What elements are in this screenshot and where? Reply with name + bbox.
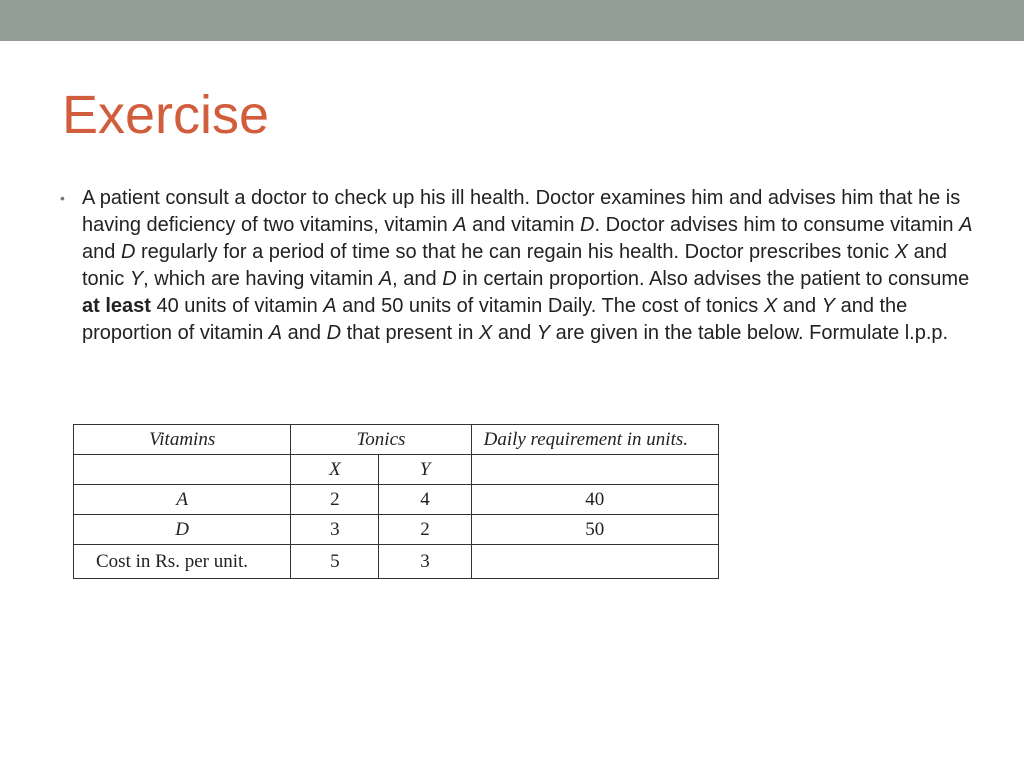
cell-requirement: 50 [471, 515, 718, 545]
problem-text: and [492, 322, 537, 344]
cell-y: 4 [379, 485, 471, 515]
bullet-item [60, 185, 980, 347]
problem-text: A patient consult a doctor to check up his ill health. Doctor examines him and advises him that he is having deficiency of two vitamins, vitamin [82, 187, 961, 236]
table-cell-empty [471, 455, 718, 485]
header-vitamins: Vitamins [74, 425, 291, 455]
cell-y: 3 [379, 545, 471, 579]
table-row [74, 545, 719, 579]
subheader-y: Y [379, 455, 471, 485]
cell-x: 5 [291, 545, 379, 579]
problem-text: and tonic [82, 241, 947, 290]
tonic-var: Y [821, 295, 836, 317]
problem-text: , and [392, 268, 443, 290]
problem-text: are given in the table below. Formulate l.p.p. [550, 322, 949, 344]
problem-text: that present in [341, 322, 479, 344]
subheader-x: X [291, 455, 379, 485]
row-label: D [74, 515, 291, 545]
row-label: Cost in Rs. per unit. [74, 545, 291, 579]
problem-text: and vitamin [466, 214, 581, 236]
vitamin-var: D [326, 322, 342, 344]
problem-text: and 50 units of vitamin Daily. The cost of tonics [336, 295, 764, 317]
problem-text: . Doctor advises him to consume vitamin [594, 214, 960, 236]
table-subheader-row [74, 455, 719, 485]
cell-y: 2 [379, 515, 471, 545]
bullet-list [60, 185, 980, 347]
table-row [74, 515, 719, 545]
table-header-row [74, 425, 719, 455]
cell-requirement [471, 545, 718, 579]
vitamin-var: D [120, 241, 136, 263]
vitamin-var: D [442, 268, 457, 290]
problem-text: in certain proportion. Also advises the patient to consume [456, 268, 970, 290]
header-tonics: Tonics [291, 425, 471, 455]
table-cell-empty [74, 455, 291, 485]
tonic-var: X [894, 241, 909, 263]
bullet-dot-icon: • [60, 190, 65, 206]
problem-text: and [282, 322, 327, 344]
slide-title: Exercise [62, 85, 270, 145]
problem-text: and the proportion of vitamin [82, 295, 908, 344]
problem-text: and [82, 241, 121, 263]
emphasis-text: at least [82, 295, 151, 317]
tonic-var: X [763, 295, 778, 317]
problem-text: , which are having vitamin [143, 268, 379, 290]
cell-x: 3 [291, 515, 379, 545]
top-decorative-band [0, 0, 1024, 41]
vitamin-tonic-table [73, 424, 719, 579]
tonic-var: Y [536, 322, 551, 344]
vitamin-var: A [323, 295, 337, 317]
table-row [74, 485, 719, 515]
cell-requirement: 40 [471, 485, 718, 515]
cell-x: 2 [291, 485, 379, 515]
problem-text: and [777, 295, 822, 317]
header-daily-requirement: Daily requirement in units. [471, 425, 718, 455]
vitamin-var: A [268, 322, 283, 344]
vitamin-var: A [453, 214, 467, 236]
vitamin-var: A [378, 268, 393, 290]
problem-text: regularly for a period of time so that he can regain his health. Doctor prescribes tonic [135, 241, 895, 263]
vitamin-var: D [580, 214, 595, 236]
tonic-var: Y [129, 268, 144, 290]
row-label: A [74, 485, 291, 515]
vitamin-var: A [959, 214, 973, 236]
tonic-var: X [478, 322, 493, 344]
problem-text: 40 units of vitamin [150, 295, 324, 317]
